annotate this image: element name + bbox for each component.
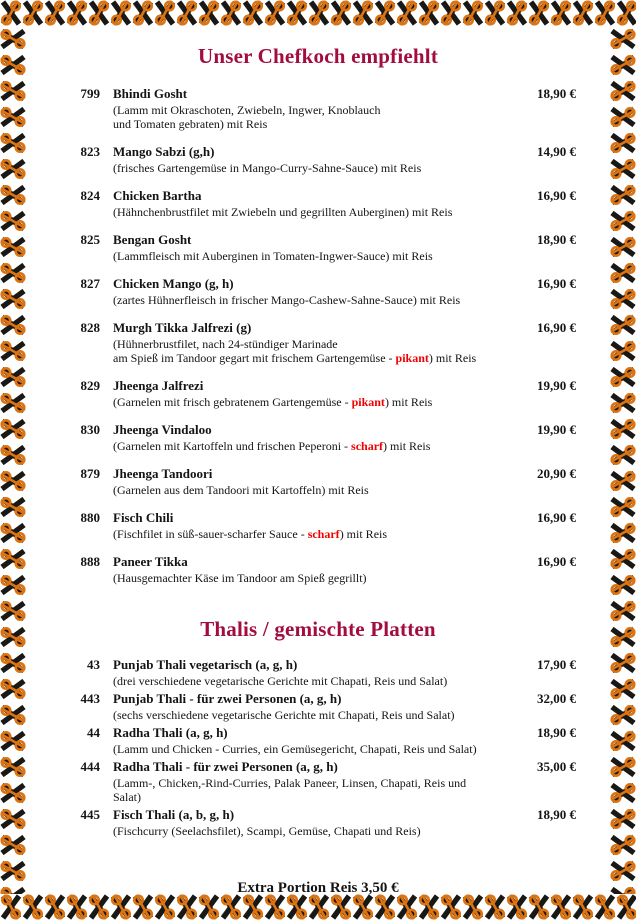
border-knot-icon: [0, 574, 26, 596]
item-number: 879: [80, 466, 100, 481]
border-knot-icon: [610, 262, 636, 284]
item-name: Punjab Thali - für zwei Personen (a, g, h): [113, 691, 342, 706]
description-text: (Lamm und Chicken - Curries, ein Gemüsegericht, Chapati, Reis und Salat): [113, 742, 477, 756]
menu-item: [60, 466, 576, 497]
border-knot-icon: [610, 106, 636, 128]
border-knot-icon: [0, 860, 26, 882]
menu-section: [60, 44, 576, 585]
description-text: (Garnelen mit Kartoffeln und frischen Peperoni -: [113, 439, 352, 453]
item-name: Bengan Gosht: [113, 232, 192, 247]
description-text: (frisches Gartengemüse in Mango-Curry-Sahne-Sauce) mit Reis: [113, 161, 422, 175]
item-number: 829: [80, 378, 100, 393]
description-text: (Lamm mit Okraschoten, Zwiebeln, Ingwer, Knoblauch: [113, 103, 381, 117]
item-name: Bhindi Gosht: [113, 86, 188, 101]
border-knot-icon: [610, 886, 636, 894]
description-text: (Hühnerbrustfilet, nach 24-stündiger Marinade: [113, 337, 338, 351]
description-text: ) mit Reis: [383, 439, 431, 453]
border-knot-icon: [0, 756, 26, 778]
item-name: Chicken Mango (g, h): [113, 276, 234, 291]
description-text: Salat): [113, 790, 141, 804]
description-text: (Lamm-, Chicken,-Rind-Curries, Palak Paneer, Linsen, Chapati, Reis und: [113, 776, 467, 790]
border-knot-icon: [0, 340, 26, 362]
menu-item: [60, 232, 576, 263]
border-knot-icon: [572, 0, 594, 26]
border-knot-icon: [88, 0, 110, 26]
item-number: 828: [80, 320, 100, 335]
border-knot-icon: [610, 704, 636, 726]
border-knot-icon: [610, 28, 636, 50]
description-text: (Lammfleisch mit Auberginen in Tomaten-Ingwer-Sauce) mit Reis: [113, 249, 433, 263]
border-knot-icon: [418, 894, 440, 920]
border-knot-icon: [198, 894, 220, 920]
item-number: 799: [80, 86, 100, 101]
item-price: 14,90 €: [537, 144, 576, 159]
item-description: [113, 336, 501, 365]
border-knot-icon: [610, 782, 636, 804]
border-knot-icon: [610, 860, 636, 882]
border-knot-icon: [0, 496, 26, 518]
border-knot-icon: [154, 894, 176, 920]
border-knot-icon: [22, 0, 44, 26]
border-knot-icon: [462, 0, 484, 26]
item-number: 443: [80, 691, 100, 706]
border-knot-icon: [0, 106, 26, 128]
border-knot-icon: [610, 80, 636, 102]
border-knot-icon: [610, 600, 636, 622]
border-knot-icon: [352, 894, 374, 920]
border-knot-icon: [0, 548, 26, 570]
border-knot-icon: [0, 366, 26, 388]
border-knot-icon: [528, 894, 550, 920]
description-text: am Spieß im Tandoor gegart mit frischem Gartengemüse -: [113, 351, 396, 365]
description-text: (Hausgemachter Käse im Tandoor am Spieß gegrillt): [113, 571, 367, 585]
item-number: 888: [80, 554, 100, 569]
border-knot-icon: [22, 894, 44, 920]
border-knot-icon: [110, 0, 132, 26]
item-number: 827: [80, 276, 100, 291]
item-name: Mango Sabzi (g,h): [113, 144, 215, 159]
item-price: 18,90 €: [537, 86, 576, 101]
border-knot-icon: [0, 626, 26, 648]
border-knot-icon: [610, 834, 636, 856]
border-knot-icon: [176, 894, 198, 920]
item-name: Murgh Tikka Jalfrezi (g): [113, 320, 252, 335]
item-name: Fisch Thali (a, b, g, h): [113, 807, 235, 822]
item-price: 16,90 €: [537, 188, 576, 203]
border-knot-icon: [330, 0, 352, 26]
border-knot-icon: [110, 894, 132, 920]
item-number: 823: [80, 144, 100, 159]
description-text: ) mit Reis: [384, 395, 433, 409]
border-knot-icon: [176, 0, 198, 26]
menu-item: [60, 378, 576, 409]
border-knot-icon: [610, 184, 636, 206]
border-knot-icon: [0, 28, 26, 50]
border-knot-icon: [0, 262, 26, 284]
item-price: 16,90 €: [537, 276, 576, 291]
border-knot-icon: [610, 54, 636, 76]
menu-item: [60, 320, 576, 365]
border-knot-icon: [610, 730, 636, 752]
menu-item: [60, 510, 576, 541]
item-description: [113, 707, 501, 722]
item-name: Jheenga Vindaloo: [113, 422, 212, 437]
border-knot-icon: [66, 894, 88, 920]
item-name: Fisch Chili: [113, 510, 174, 525]
border-knot-icon: [610, 574, 636, 596]
border-top: [0, 0, 636, 26]
item-description: [113, 741, 501, 756]
item-price: 18,90 €: [537, 232, 576, 247]
description-text: (Garnelen aus dem Tandoori mit Kartoffeln) mit Reis: [113, 483, 369, 497]
item-description: [113, 292, 501, 307]
border-knot-icon: [0, 444, 26, 466]
item-description: [113, 482, 501, 497]
border-knot-icon: [0, 184, 26, 206]
item-number: 44: [87, 725, 100, 740]
border-knot-icon: [616, 0, 636, 26]
item-price: 17,90 €: [537, 657, 576, 672]
item-description: [113, 438, 501, 453]
border-knot-icon: [0, 782, 26, 804]
description-text: und Tomaten gebraten) mit Reis: [113, 117, 268, 131]
border-knot-icon: [610, 496, 636, 518]
border-knot-icon: [506, 0, 528, 26]
description-text: (Fischcurry (Seelachsfilet), Scampi, Gemüse, Chapati und Reis): [113, 824, 421, 838]
item-name: Radha Thali - für zwei Personen (a, g, h): [113, 759, 338, 774]
border-knot-icon: [0, 392, 26, 414]
border-knot-icon: [308, 0, 330, 26]
border-knot-icon: [88, 894, 110, 920]
menu-section: [60, 617, 576, 838]
border-knot-icon: [610, 652, 636, 674]
border-knot-icon: [0, 808, 26, 830]
border-knot-icon: [610, 808, 636, 830]
border-knot-icon: [610, 444, 636, 466]
border-knot-icon: [440, 0, 462, 26]
border-knot-icon: [462, 894, 484, 920]
border-knot-icon: [0, 470, 26, 492]
border-knot-icon: [0, 210, 26, 232]
menu-item: [60, 725, 576, 756]
border-right: [610, 26, 636, 894]
item-description: [113, 823, 501, 838]
menu-item: [60, 422, 576, 453]
item-description: [113, 394, 501, 409]
border-bottom: [0, 894, 636, 920]
border-knot-icon: [0, 54, 26, 76]
border-knot-icon: [610, 626, 636, 648]
border-knot-icon: [0, 886, 26, 894]
section-title: Unser Chefkoch empfiehlt: [197, 44, 439, 68]
item-price: 20,90 €: [537, 466, 576, 481]
menu-item: [60, 691, 576, 722]
border-knot-icon: [0, 652, 26, 674]
border-knot-icon: [220, 0, 242, 26]
border-knot-icon: [484, 894, 506, 920]
section-title: Thalis / gemischte Platten: [200, 617, 436, 641]
border-knot-icon: [286, 0, 308, 26]
item-price: 18,90 €: [537, 807, 576, 822]
border-knot-icon: [610, 288, 636, 310]
item-price: 16,90 €: [537, 510, 576, 525]
border-knot-icon: [610, 158, 636, 180]
item-number: 824: [80, 188, 100, 203]
item-description: [113, 204, 501, 219]
spice-level-label: pikant: [351, 395, 385, 409]
description-text: (sechs verschiedene vegetarische Gerichte mit Chapati, Reis und Salat): [113, 708, 455, 722]
border-knot-icon: [0, 80, 26, 102]
item-number: 445: [80, 807, 100, 822]
item-name: Punjab Thali vegetarisch (a, g, h): [113, 657, 298, 672]
border-knot-icon: [610, 392, 636, 414]
border-knot-icon: [44, 894, 66, 920]
border-knot-icon: [0, 704, 26, 726]
border-knot-icon: [610, 522, 636, 544]
border-knot-icon: [132, 0, 154, 26]
description-text: ) mit Reis: [428, 351, 477, 365]
item-price: 35,00 €: [537, 759, 576, 774]
border-knot-icon: [0, 236, 26, 258]
border-knot-icon: [610, 236, 636, 258]
menu-item: [60, 657, 576, 688]
border-knot-icon: [528, 0, 550, 26]
border-knot-icon: [0, 522, 26, 544]
border-knot-icon: [610, 340, 636, 362]
border-knot-icon: [0, 894, 22, 920]
item-description: [113, 570, 501, 585]
menu-item: [60, 144, 576, 175]
border-knot-icon: [550, 894, 572, 920]
border-knot-icon: [616, 894, 636, 920]
item-price: 32,00 €: [537, 691, 576, 706]
border-knot-icon: [506, 894, 528, 920]
description-text: ) mit Reis: [339, 527, 388, 541]
item-number: 43: [87, 657, 100, 672]
border-knot-icon: [0, 418, 26, 440]
item-name: Radha Thali (a, g, h): [113, 725, 228, 740]
border-knot-icon: [154, 0, 176, 26]
border-knot-icon: [594, 894, 616, 920]
border-knot-icon: [132, 894, 154, 920]
border-left: [0, 26, 26, 894]
border-knot-icon: [0, 730, 26, 752]
footer-note: Extra Portion Reis 3,50 €: [237, 880, 399, 896]
border-knot-icon: [610, 418, 636, 440]
spice-level-label: scharf: [351, 439, 384, 453]
item-name: Chicken Bartha: [113, 188, 202, 203]
menu-item: [60, 759, 576, 804]
border-knot-icon: [264, 0, 286, 26]
border-knot-icon: [0, 678, 26, 700]
border-knot-icon: [352, 0, 374, 26]
border-knot-icon: [418, 0, 440, 26]
item-name: Jheenga Tandoori: [113, 466, 213, 481]
border-knot-icon: [66, 0, 88, 26]
item-description: [113, 673, 501, 688]
menu-item: [60, 554, 576, 585]
description-text: (Fischfilet in süß-sauer-scharfer Sauce -: [113, 527, 308, 541]
item-number: 825: [80, 232, 100, 247]
description-text: (Hähnchenbrustfilet mit Zwiebeln und gegrillten Auberginen) mit Reis: [113, 205, 453, 219]
border-knot-icon: [610, 366, 636, 388]
border-knot-icon: [610, 470, 636, 492]
border-knot-icon: [0, 600, 26, 622]
border-knot-icon: [594, 0, 616, 26]
border-knot-icon: [220, 894, 242, 920]
item-number: 830: [80, 422, 100, 437]
border-knot-icon: [0, 158, 26, 180]
menu-item: [60, 276, 576, 307]
item-price: 19,90 €: [537, 422, 576, 437]
border-knot-icon: [198, 0, 220, 26]
border-knot-icon: [374, 0, 396, 26]
border-knot-icon: [308, 894, 330, 920]
item-description: [113, 248, 501, 263]
border-knot-icon: [242, 894, 264, 920]
menu-item: [60, 807, 576, 838]
item-number: 444: [80, 759, 100, 774]
item-number: 880: [80, 510, 100, 525]
menu-item: [60, 188, 576, 219]
border-knot-icon: [610, 210, 636, 232]
border-knot-icon: [396, 894, 418, 920]
item-price: 16,90 €: [537, 320, 576, 335]
item-price: 19,90 €: [537, 378, 576, 393]
description-text: (Garnelen mit frisch gebratenem Gartengemüse -: [113, 395, 352, 409]
border-knot-icon: [550, 0, 572, 26]
border-knot-icon: [396, 0, 418, 26]
item-description: [113, 102, 501, 131]
border-knot-icon: [242, 0, 264, 26]
border-knot-icon: [0, 132, 26, 154]
menu-item: [60, 86, 576, 131]
item-description: [113, 160, 501, 175]
menu-sections: [60, 44, 576, 838]
menu-content: [26, 26, 610, 894]
border-knot-icon: [610, 132, 636, 154]
border-knot-icon: [440, 894, 462, 920]
item-description: [113, 526, 501, 541]
description-text: (zartes Hühnerfleisch in frischer Mango-Cashew-Sahne-Sauce) mit Reis: [113, 293, 461, 307]
border-knot-icon: [572, 894, 594, 920]
border-knot-icon: [0, 288, 26, 310]
border-knot-icon: [44, 0, 66, 26]
item-name: Paneer Tikka: [113, 554, 188, 569]
border-knot-icon: [610, 756, 636, 778]
item-price: 18,90 €: [537, 725, 576, 740]
description-text: (drei verschiedene vegetarische Gerichte mit Chapati, Reis und Salat): [113, 674, 448, 688]
border-knot-icon: [330, 894, 352, 920]
item-description: [113, 775, 501, 804]
border-knot-icon: [286, 894, 308, 920]
spice-level-label: pikant: [395, 351, 429, 365]
border-knot-icon: [610, 314, 636, 336]
border-knot-icon: [484, 0, 506, 26]
border-knot-icon: [374, 894, 396, 920]
item-price: 16,90 €: [537, 554, 576, 569]
item-name: Jheenga Jalfrezi: [113, 378, 204, 393]
border-knot-icon: [0, 0, 22, 26]
spice-level-label: scharf: [307, 527, 340, 541]
border-knot-icon: [264, 894, 286, 920]
border-knot-icon: [610, 678, 636, 700]
border-knot-icon: [0, 834, 26, 856]
border-knot-icon: [610, 548, 636, 570]
border-knot-icon: [0, 314, 26, 336]
